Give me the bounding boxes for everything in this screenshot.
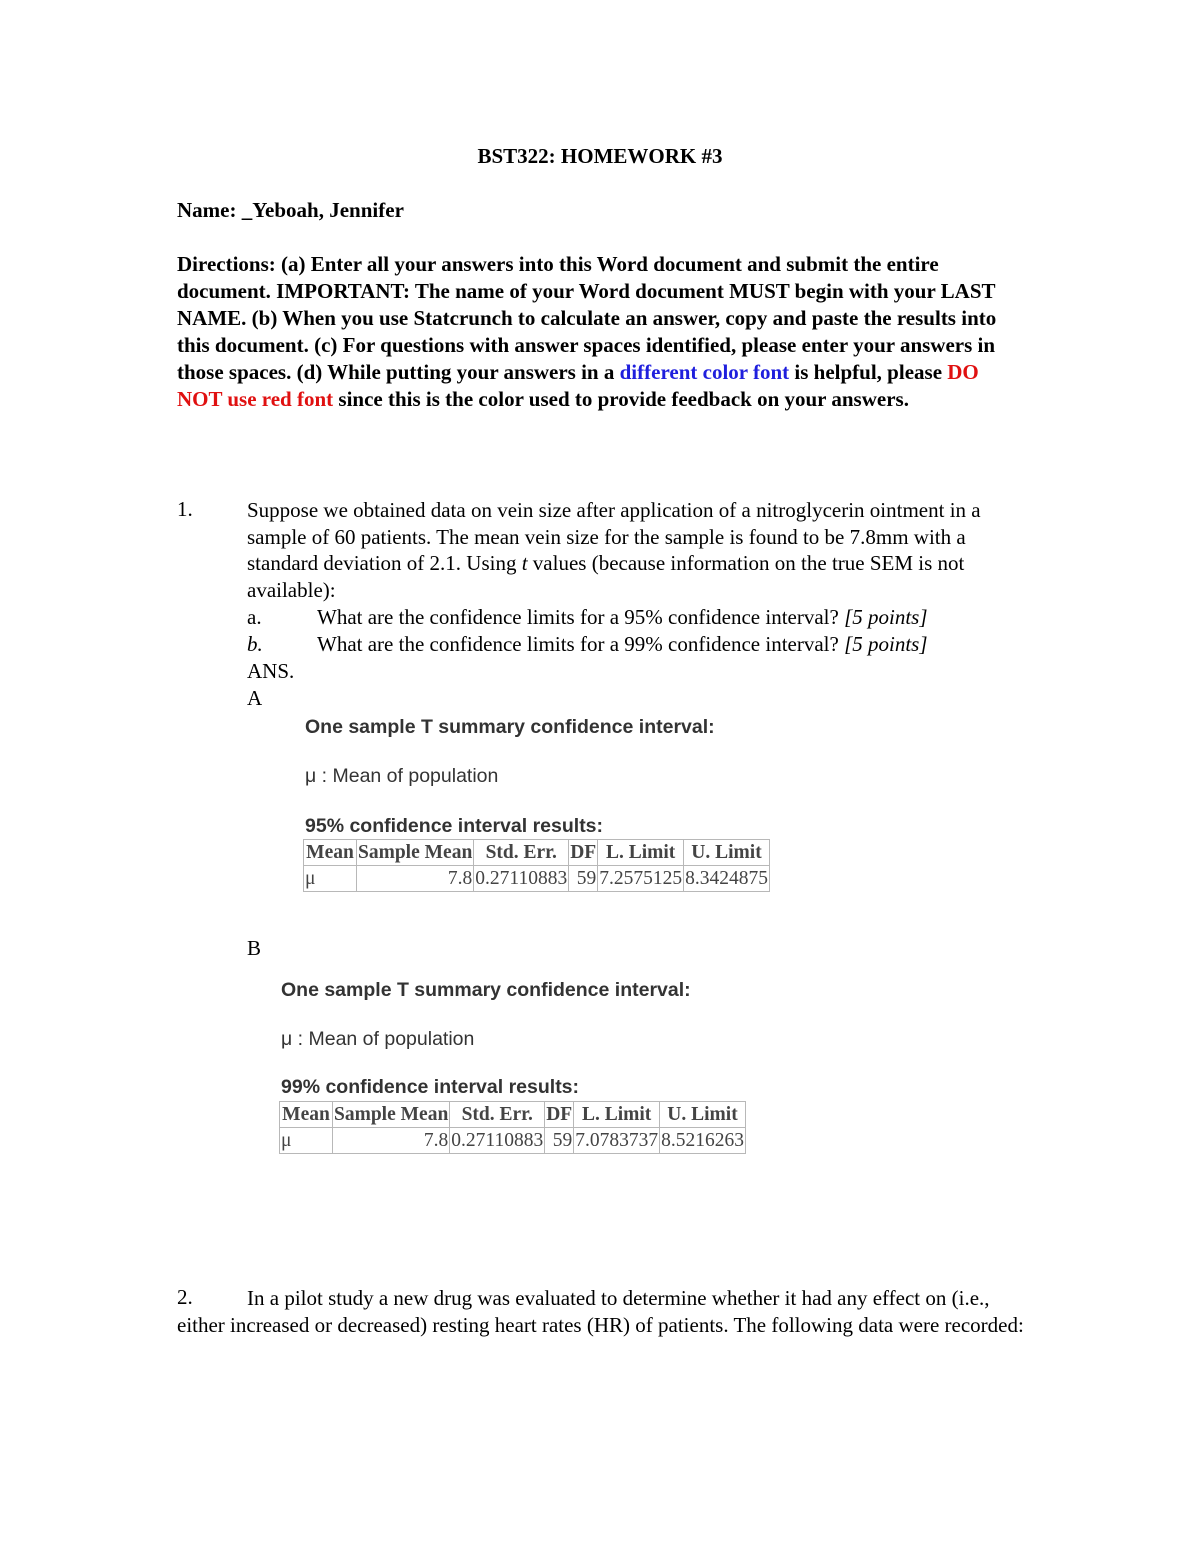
answer-block [247, 658, 294, 712]
table-row [280, 1128, 746, 1154]
ci95-results-table [303, 839, 770, 892]
question-1b [247, 631, 928, 658]
question-2-text: In a pilot study a new drug was evaluated to determine whether it had any effect on (i.e., either increased or decreased) resting heart rates (HR) of patients. The following data were recorded: [177, 1286, 1024, 1337]
cell-l-limit: 7.2575125 [598, 866, 684, 892]
cell-mu: μ [304, 866, 357, 892]
statcrunch-a-heading: One sample T summary confidence interval: [305, 716, 715, 738]
col-sample-mean: Sample Mean [333, 1102, 450, 1128]
col-mean: Mean [280, 1102, 333, 1128]
directions-paragraph [177, 251, 1027, 413]
cell-mu: μ [280, 1128, 333, 1154]
statcrunch-a-mu-definition: μ : Mean of population [305, 765, 499, 787]
answer-part-b-label: B [247, 936, 262, 960]
col-l-limit: L. Limit [574, 1102, 660, 1128]
ci99-results-table [279, 1101, 746, 1154]
question-1a [247, 604, 928, 631]
directions-blue-text: different color font [619, 360, 790, 384]
col-mean: Mean [304, 840, 357, 866]
cell-df: 59 [545, 1128, 574, 1154]
question-1b-text: What are the confidence limits for a 99% confidence interval? [317, 632, 845, 656]
student-name: Name: _Yeboah, Jennifer [177, 198, 404, 222]
statcrunch-b-mu-definition: μ : Mean of population [281, 1028, 475, 1050]
cell-sample-mean: 7.8 [333, 1128, 450, 1154]
question-1-number: 1. [177, 497, 193, 521]
question-1-text-a: Suppose we obtained data on vein size after application of a nitroglycerin ointment in a sample of 60 patients. The mean vein size for the sample is found to be 7.8mm with a standard deviation of 2.1. Using [247, 498, 981, 575]
answer-part-a-label: A [247, 686, 263, 710]
question-1b-label: b. [247, 632, 263, 656]
directions-text-1: Directions: (a) Enter all your answers into this Word document and submit the entire document. IMPORTANT: The name of your Word document MUST begin with your LAST NAME. (b) When you use Statcrunch to calculate an answer, copy and paste the results into this document. (c) For questions with answer spaces identified, please enter your answers in those spaces. (d) While putting your answers in a [177, 252, 997, 384]
question-2-number: 2. [177, 1285, 193, 1309]
question-1-text [247, 497, 1027, 603]
question-1b-points: [5 points] [844, 632, 928, 656]
question-1a-text: What are the confidence limits for a 95% confidence interval? [317, 605, 845, 629]
question-1-t-italic: t [521, 551, 528, 575]
answer-label: ANS. [247, 659, 295, 683]
cell-sample-mean: 7.8 [357, 866, 474, 892]
directions-text-3: since this is the color used to provide feedback on your answers. [333, 387, 909, 411]
question-1-subparts [247, 604, 928, 658]
question-1a-points: [5 points] [844, 605, 928, 629]
directions-red-text: DO NOT use red font [177, 360, 979, 411]
table-header-row [280, 1102, 746, 1128]
statcrunch-a-ci-label: 95% confidence interval results: [305, 815, 604, 837]
col-df: DF [569, 840, 598, 866]
col-std-err: Std. Err. [474, 840, 569, 866]
col-sample-mean: Sample Mean [357, 840, 474, 866]
statcrunch-b-heading: One sample T summary confidence interval: [281, 979, 691, 1001]
col-u-limit: U. Limit [684, 840, 770, 866]
cell-l-limit: 7.0783737 [574, 1128, 660, 1154]
cell-df: 59 [569, 866, 598, 892]
statcrunch-b-ci-label: 99% confidence interval results: [281, 1076, 580, 1098]
cell-std-err: 0.27110883 [474, 866, 569, 892]
directions-text-2: is helpful, please [789, 360, 948, 384]
col-std-err: Std. Err. [450, 1102, 545, 1128]
page-title: BST322: HOMEWORK #3 [477, 144, 723, 168]
question-1a-label: a. [247, 605, 262, 629]
table-header-row [304, 840, 770, 866]
cell-u-limit: 8.3424875 [684, 866, 770, 892]
cell-u-limit: 8.5216263 [660, 1128, 746, 1154]
question-1-text-b: values (because information on the true SEM is not available): [247, 551, 965, 602]
cell-std-err: 0.27110883 [450, 1128, 545, 1154]
col-u-limit: U. Limit [660, 1102, 746, 1128]
col-l-limit: L. Limit [598, 840, 684, 866]
table-row [304, 866, 770, 892]
col-df: DF [545, 1102, 574, 1128]
